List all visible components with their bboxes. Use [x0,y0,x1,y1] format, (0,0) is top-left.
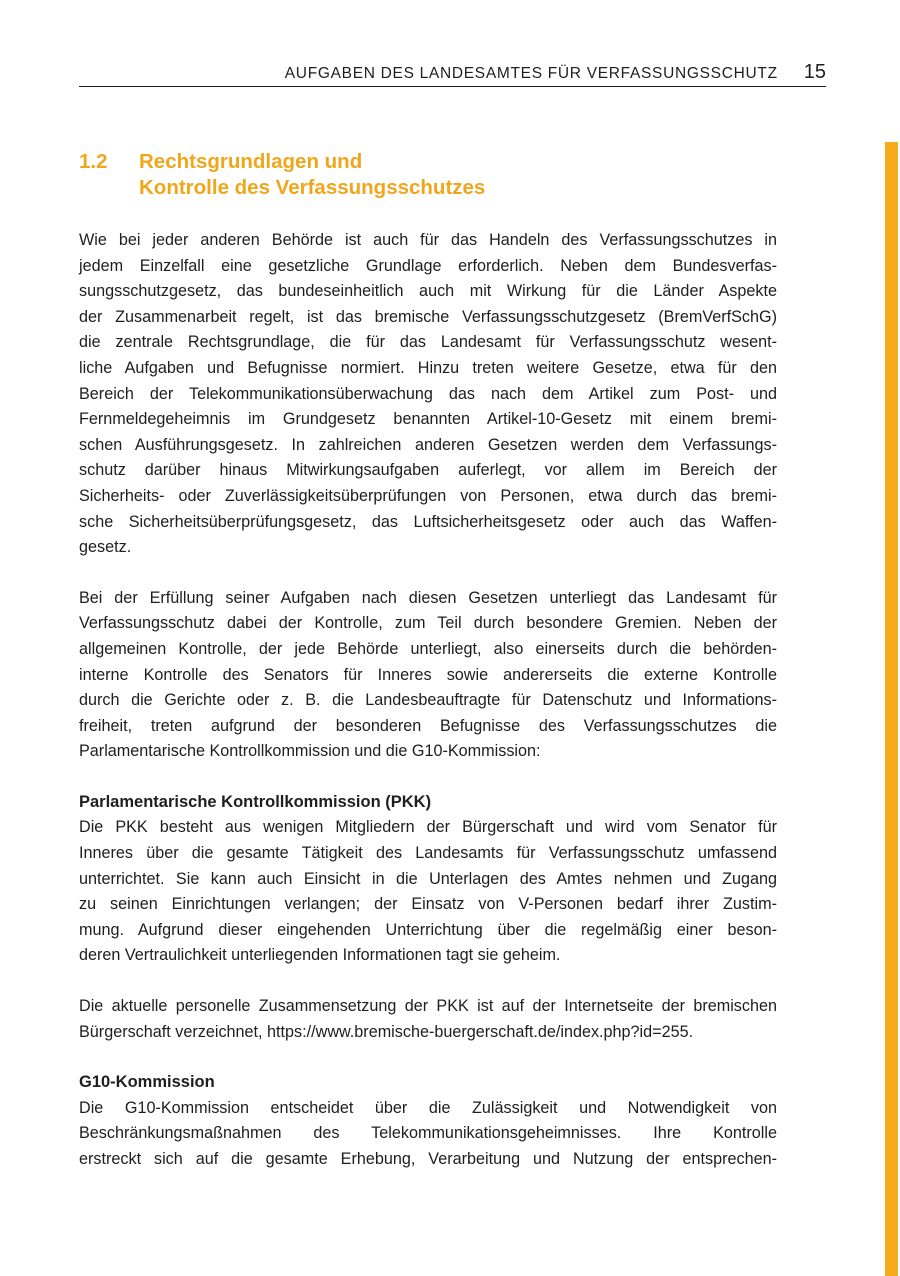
text-line: Fernmeldegeheimnis im Grundgesetz benannten Artikel-10-Gesetz mit einem bremi- [79,410,777,429]
text-line: schen Ausführungsgesetz. In zahlreichen anderen Gesetzen werden dem Verfassungs- [79,435,777,454]
section-title-line: Rechtsgrundlagen und [139,150,363,173]
text-line: der Zusammenarbeit regelt, ist das bremische Verfassungsschutzgesetz (BremVerfSchG) [79,307,777,326]
text-line: unterrichtet. Sie kann auch Einsicht in die Unterlagen des Amtes nehmen und Zugang [79,869,777,888]
text-line: Die G10-Kommission entscheidet über die Zulässigkeit und Notwendigkeit von [79,1098,777,1117]
text-line: Bürgerschaft verzeichnet, https://www.bremische-buergerschaft.de/index.php?id=255. [79,1022,694,1041]
text-line: liche Aufgaben und Befugnisse normiert. Hinzu treten weitere Gesetze, etwa für den [79,358,777,377]
text-line: zu seinen Einrichtungen verlangen; der Einsatz von V-Personen bedarf ihrer Zustim- [79,895,777,914]
text-line: schutz darüber hinaus Mitwirkungsaufgaben auferlegt, vor allem im Bereich der [79,461,777,480]
page-number: 15 [803,61,826,83]
paragraph-legal-basis [79,228,777,561]
text-line: interne Kontrolle des Senators für Inneres sowie andererseits die externe Kontrolle [79,665,777,684]
text-line: freiheit, treten aufgrund der besonderen Befugnisse des Verfassungsschutzes die [79,716,777,735]
text-line: Wie bei jeder anderen Behörde ist auch für das Handeln des Verfassungsschutzes in [79,231,777,249]
running-title: AUFGABEN DES LANDESAMTES FÜR VERFASSUNGSSCHUTZ [284,65,778,82]
text-line: Bereich der Telekommunikationsüberwachung das nach dem Artikel zum Post- und [79,384,777,403]
text-line: Parlamentarische Kontrollkommission und die G10-Kommission: [79,742,541,761]
running-header [79,60,826,87]
section-heading [79,149,485,201]
section-title [139,149,485,201]
text-line: Die aktuelle personelle Zusammensetzung der PKK ist auf der Internetseite der bremischen [79,997,777,1016]
pkk-section [79,790,777,969]
text-line: Bei der Erfüllung seiner Aufgaben nach diesen Gesetzen unterliegt das Landesamt für [79,588,777,607]
text-line: jedem Einzelfall eine gesetzliche Grundlage erforderlich. Neben dem Bundesverfas- [79,256,777,275]
text-line: Inneres über die gesamte Tätigkeit des Landesamts für Verfassungsschutz umfassend [79,844,777,863]
g10-section [79,1070,777,1172]
text-line: Beschränkungsmaßnahmen des Telekommunikationsgeheimnisses. Ihre Kontrolle [79,1124,777,1143]
pkk-note [79,994,777,1045]
text-line: durch die Gerichte oder z. B. die Landesbeauftragte für Datenschutz und Informations- [79,691,777,710]
text-line: sungsschutzgesetz, das bundeseinheitlich auch mit Wirkung für die Länder Aspekte [79,282,777,301]
text-line: allgemeinen Kontrolle, der jede Behörde unterliegt, also einerseits durch die behörden- [79,639,777,658]
text-line: erstreckt sich auf die gesamte Erhebung, Verarbeitung und Nutzung der entsprechen- [79,1150,777,1168]
text-line: die zentrale Rechtsgrundlage, die für das Landesamt für Verfassungsschutz wesent- [79,333,777,352]
text-line: Verfassungsschutz dabei der Kontrolle, zum Teil durch besondere Gremien. Neben der [79,614,777,633]
text-line: deren Vertraulichkeit unterliegenden Informationen tagt sie geheim. [79,946,561,965]
pkk-heading: Parlamentarische Kontrollkommission (PKK) [79,792,432,811]
section-number: 1.2 [79,150,108,173]
text-line: mung. Aufgrund dieser eingehenden Unterrichtung über die regelmäßig einer beson- [79,920,777,939]
body-text [79,228,777,1198]
paragraph-control [79,586,777,765]
text-line: sche Sicherheitsüberprüfungsgesetz, das Luftsicherheitsgesetz oder auch das Waffen- [79,512,777,531]
text-line: Sicherheits- oder Zuverlässigkeitsüberprüfungen von Personen, etwa durch das bremi- [79,486,777,505]
text-line: Die PKK besteht aus wenigen Mitgliedern der Bürgerschaft und wird vom Senator für [79,818,777,837]
side-accent-bar [885,142,898,1276]
section-title-line: Kontrolle des Verfassungsschutzes [139,176,486,199]
g10-heading: G10-Kommission [79,1073,215,1092]
text-line: gesetz. [79,538,132,557]
